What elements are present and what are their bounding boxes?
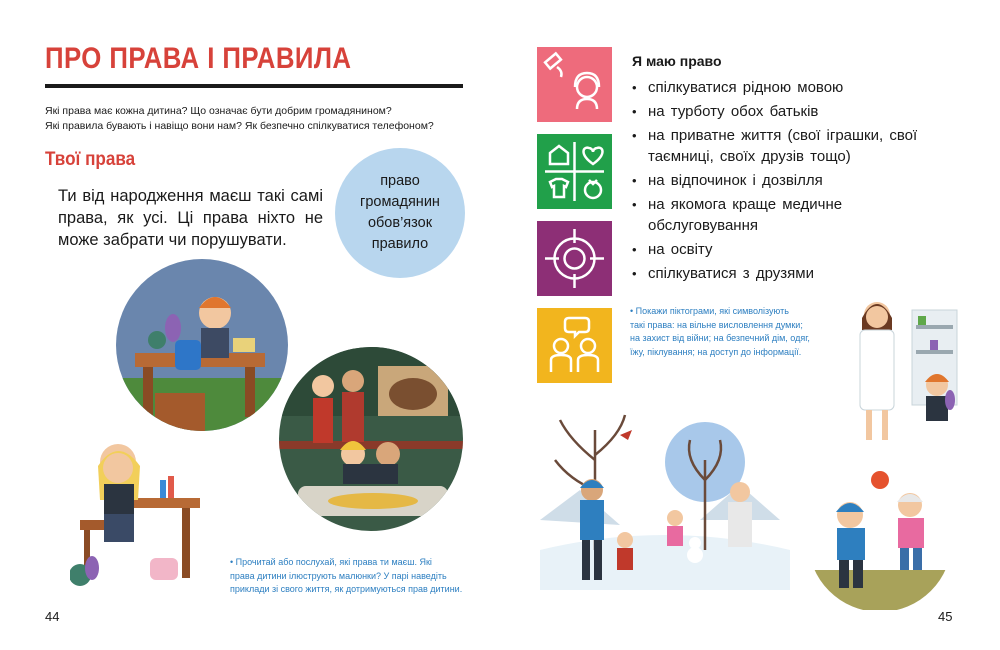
list-item: • на відпочинок і дозвілля [632,170,952,191]
keyword: обов’язок [367,215,433,231]
drawing-girl-illustration [70,440,200,590]
museum-illustration [278,346,464,532]
list-item: • на якомога краще медичне обслуговування [632,194,952,236]
task-note-left [230,556,480,597]
free-expression-icon [537,308,612,383]
playing-ball-illustration [805,460,955,610]
note-line: такі права: на вільне висловлення думки; [630,319,803,330]
winter-park-illustration [540,400,790,590]
page-title: ПРО ПРАВА І ПРАВИЛА [45,42,352,75]
note-line: • Покажи піктограми, які символізують [630,306,789,316]
task-note-right [630,305,830,359]
protection-from-war-icon [537,221,612,296]
keywords-bubble [335,148,465,278]
list-item: • спілкуватися з друзями [632,263,952,284]
intro-questions [45,104,465,134]
keyword: громадянин [360,194,440,210]
keyword: право [380,173,420,189]
doctor-illustration [852,290,962,450]
keyword: правило [371,236,429,252]
list-item: • спілкуватися рідною мовою [632,77,952,98]
home-care-icon [537,134,612,209]
list-item: • на освіту [632,239,952,260]
page-number-right: 45 [938,609,953,624]
note-line: їжу, піклування; на доступ до інформації. [630,346,802,357]
rights-heading: Я маю право [632,53,722,69]
list-item: • на приватне життя (свої іграшки, свої таємниці, своїх друзів тощо) [632,125,952,167]
intro-line: Які права має кожна дитина? Що означає бути добрим громадянином? [45,105,392,117]
information-access-icon [537,47,612,122]
page-number-left: 44 [45,609,60,624]
classroom-illustration [115,258,290,433]
title-underline [45,84,463,88]
list-item: • на турботу обох батьків [632,101,952,122]
note-line: на захист від війни; на безпечний дім, одяг, [630,333,810,343]
note-line: приклади зі свого життя, як дотримуються прав дитини. [230,584,463,594]
note-line: права дитини ілюструють малюнки? У парі наведіть [230,570,447,581]
body-paragraph: Ти від народження маєш такі самі права, як усі. Ці права ніхто не може забрати чи порушувати. [58,187,323,249]
intro-line: Які правила бувають і навіщо вони нам? Як безпечно спілкуватися телефоном? [45,120,434,132]
section-heading: Твої права [45,149,136,170]
note-line: • Прочитай або послухай, які права ти маєш. Які [230,557,432,567]
rights-list [632,77,952,287]
